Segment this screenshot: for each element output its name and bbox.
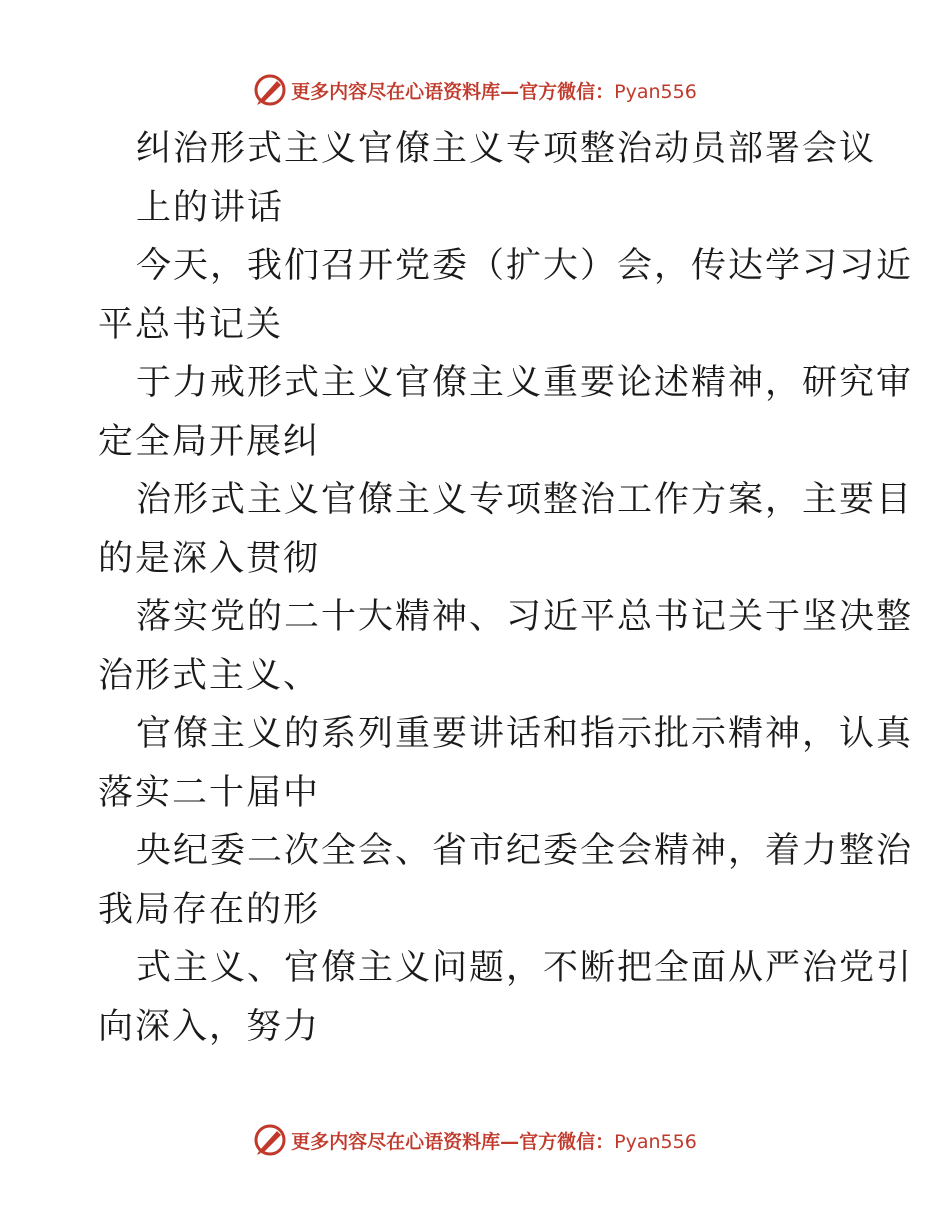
header-watermark (0, 70, 950, 110)
doc-line: 纠治形式主义官僚主义专项整治动员部署会议 (136, 129, 877, 169)
doc-line: 定全局开展纠 (98, 421, 321, 462)
watermark-label: 更多内容尽在心语资料库—官方微信： (291, 80, 615, 103)
doc-line: 今天，我们召开党委（扩大）会，传达学习习近 (136, 246, 914, 286)
footer-watermark (0, 1120, 950, 1160)
doc-line: 治形式主义、 (98, 655, 321, 696)
doc-line: 向深入，努力 (98, 1006, 321, 1047)
watermark-text (291, 77, 697, 104)
doc-line: 的是深入贯彻 (98, 538, 321, 579)
pen-logo-icon (253, 73, 287, 107)
doc-line: 我局存在的形 (98, 889, 321, 930)
doc-line: 央纪委二次全会、省市纪委全会精神，着力整治 (136, 831, 914, 871)
document-body (98, 120, 914, 1056)
doc-line: 于力戒形式主义官僚主义重要论述精神，研究审 (136, 363, 914, 403)
doc-line: 官僚主义的系列重要讲话和指示批示精神，认真 (136, 714, 914, 754)
doc-line: 上的讲话 (136, 187, 285, 228)
doc-line: 落实二十届中 (98, 772, 321, 813)
doc-line: 式主义、官僚主义问题，不断把全面从严治党引 (136, 948, 914, 988)
watermark-handle: Pyan556 (614, 1130, 697, 1153)
doc-line: 治形式主义官僚主义专项整治工作方案，主要目 (136, 480, 914, 520)
doc-line: 落实党的二十大精神、习近平总书记关于坚决整 (136, 597, 914, 637)
watermark-handle: Pyan556 (614, 80, 697, 103)
doc-line: 平总书记关 (98, 304, 284, 345)
pen-logo-icon (253, 1123, 287, 1157)
watermark-text (291, 1127, 697, 1154)
watermark-label: 更多内容尽在心语资料库—官方微信： (291, 1130, 615, 1153)
